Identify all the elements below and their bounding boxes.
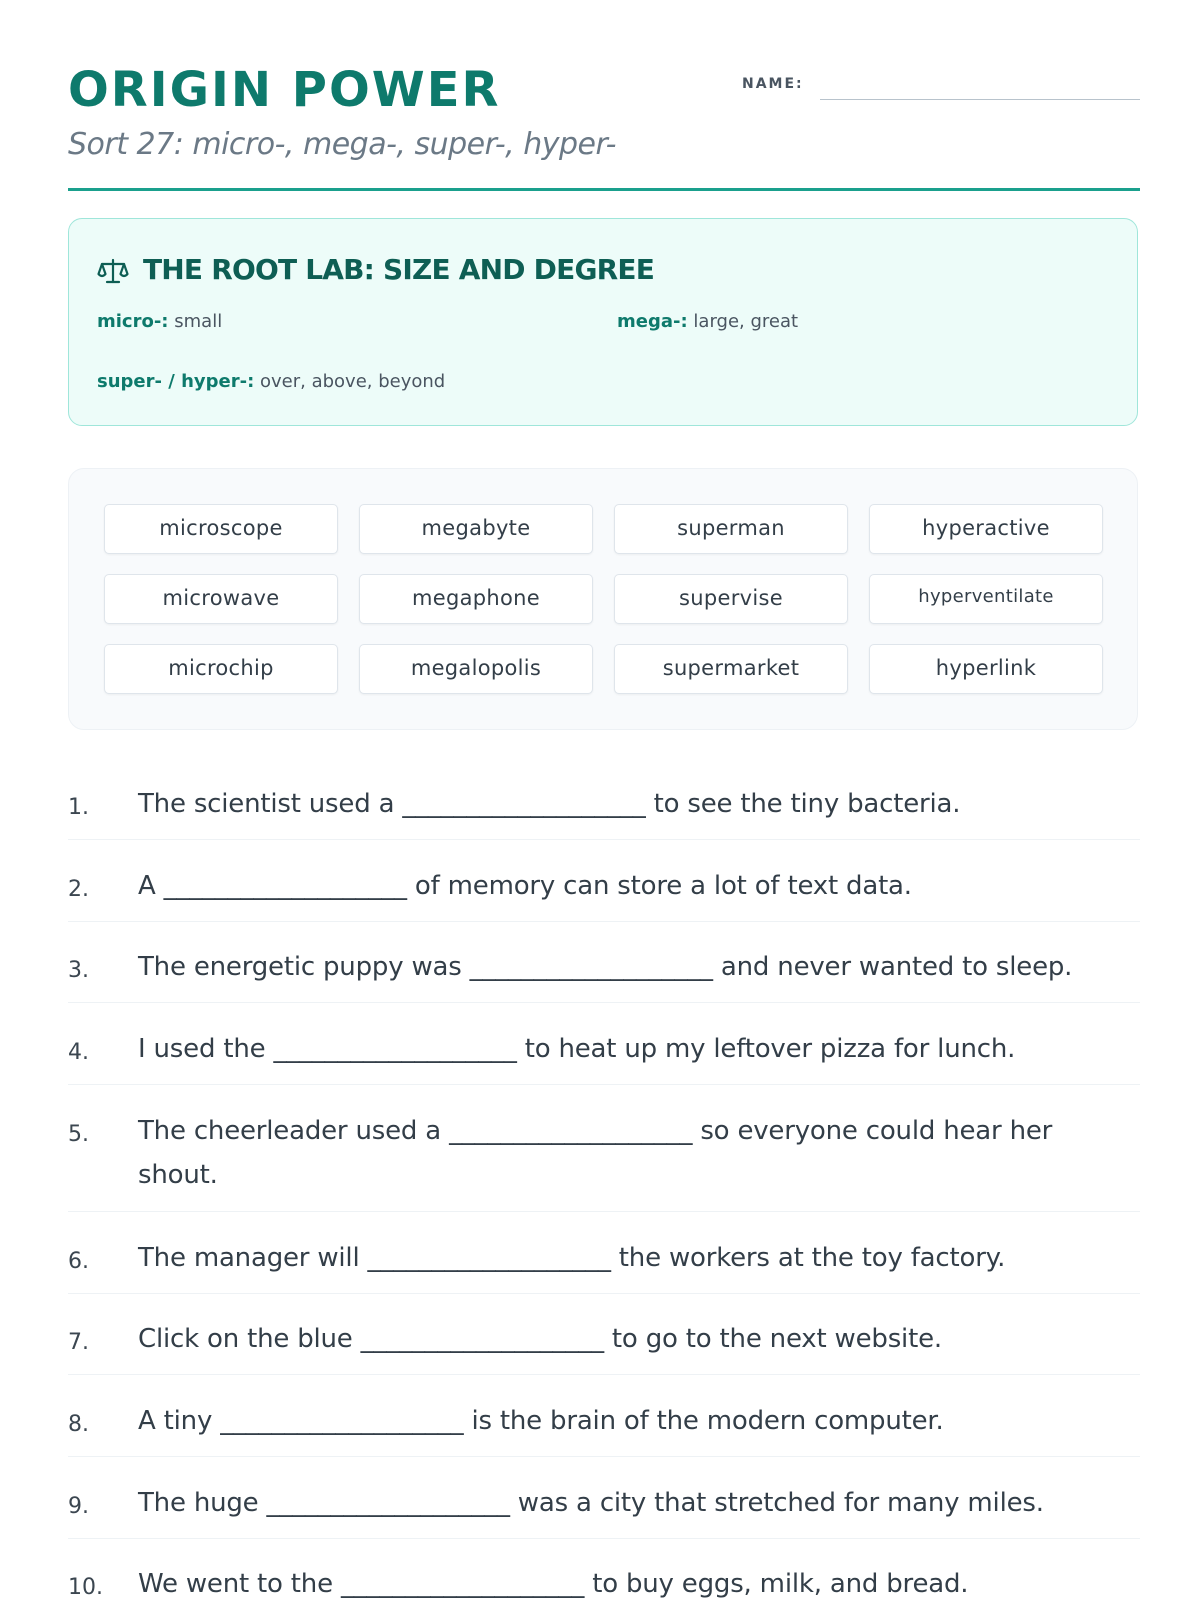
root-term: mega-: [617, 311, 688, 332]
root-lab-box [68, 218, 1138, 426]
page-subtitle: Sort 27: micro-, mega-, super-, hyper- [68, 127, 617, 162]
question-number: 9. [68, 1494, 89, 1519]
question-item [68, 1236, 1140, 1294]
question-text: The scientist used a ___________________ to see the tiny bacteria. [138, 789, 961, 819]
page-title: ORIGIN POWER [68, 62, 501, 118]
name-label: NAME: [742, 76, 804, 92]
question-text: I used the ___________________ to heat up my leftover pizza for lunch. [138, 1034, 1016, 1064]
question-item [68, 945, 1140, 1003]
balance-scale-icon [97, 257, 129, 285]
question-item [68, 782, 1140, 840]
word-card[interactable]: microwave [104, 574, 338, 624]
question-item [68, 1562, 1140, 1600]
root-meaning: small [174, 311, 223, 332]
root-entry-micro [97, 311, 222, 332]
root-lab-title: THE ROOT LAB: SIZE AND DEGREE [143, 253, 655, 286]
question-text: A tiny ___________________ is the brain of the modern computer. [138, 1406, 944, 1436]
question-number: 10. [68, 1575, 103, 1600]
question-text: The huge ___________________ was a city that stretched for many miles. [138, 1488, 1044, 1518]
word-bank [68, 468, 1138, 730]
question-item [68, 1027, 1140, 1085]
question-text: The energetic puppy was ___________________ and never wanted to sleep. [138, 952, 1073, 982]
question-number: 1. [68, 795, 89, 820]
question-item [68, 1109, 1140, 1212]
question-item [68, 864, 1140, 922]
word-card[interactable]: hyperactive [869, 504, 1103, 554]
root-entry-mega [617, 311, 798, 332]
root-term: super- / hyper-: [97, 371, 255, 392]
word-card[interactable]: microscope [104, 504, 338, 554]
word-card[interactable]: supervise [614, 574, 848, 624]
question-text: We went to the ___________________ to buy eggs, milk, and bread. [138, 1569, 969, 1599]
question-number: 3. [68, 958, 89, 983]
word-card[interactable]: megabyte [359, 504, 593, 554]
word-card[interactable]: megaphone [359, 574, 593, 624]
question-number: 8. [68, 1412, 89, 1437]
root-meaning: over, above, beyond [260, 371, 446, 392]
word-card[interactable]: hyperventilate [869, 574, 1103, 624]
root-entry-super-hyper [97, 371, 445, 392]
word-card[interactable]: microchip [104, 644, 338, 694]
word-card[interactable]: supermarket [614, 644, 848, 694]
question-text: A ___________________ of memory can store a lot of text data. [138, 871, 912, 901]
question-number: 5. [68, 1122, 89, 1147]
word-card[interactable]: megalopolis [359, 644, 593, 694]
question-number: 4. [68, 1040, 89, 1065]
header-divider [68, 188, 1140, 191]
question-text: The cheerleader used a ___________________ so everyone could hear her shout. [138, 1116, 1053, 1190]
word-card[interactable]: superman [614, 504, 848, 554]
root-term: micro-: [97, 311, 169, 332]
question-item [68, 1399, 1140, 1457]
question-number: 6. [68, 1249, 89, 1274]
question-number: 7. [68, 1330, 89, 1355]
question-text: The manager will ___________________ the workers at the toy factory. [138, 1243, 1006, 1273]
name-field[interactable] [820, 99, 1140, 100]
question-number: 2. [68, 877, 89, 902]
question-item [68, 1317, 1140, 1375]
root-meaning: large, great [693, 311, 799, 332]
word-card[interactable]: hyperlink [869, 644, 1103, 694]
question-item [68, 1481, 1140, 1539]
question-text: Click on the blue ___________________ to go to the next website. [138, 1324, 942, 1354]
